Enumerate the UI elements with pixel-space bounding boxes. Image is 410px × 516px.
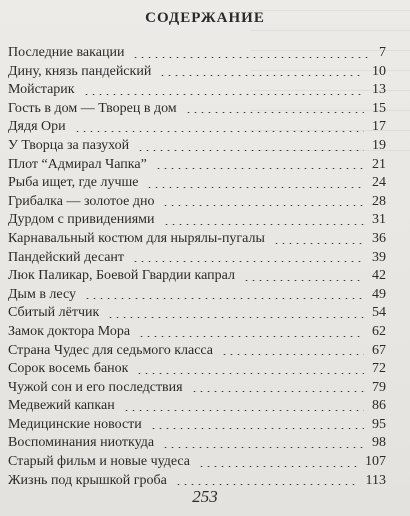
toc-entry-page: 21 bbox=[372, 156, 386, 172]
toc-entry bbox=[8, 286, 386, 305]
toc-entry-page: 7 bbox=[379, 45, 386, 60]
toc-entry bbox=[8, 63, 386, 82]
dot-leader bbox=[132, 57, 371, 58]
toc-entry-title: Жизнь под крышкой гроба bbox=[8, 472, 167, 488]
dot-leader bbox=[191, 391, 364, 392]
dot-leader bbox=[163, 224, 364, 225]
toc-entry bbox=[8, 156, 386, 175]
toc-entry bbox=[8, 211, 386, 230]
toc-entry-title: Медвежий капкан bbox=[8, 398, 115, 414]
toc-entry-title: Дым в лесу bbox=[8, 286, 77, 302]
dot-leader bbox=[132, 261, 364, 262]
toc-entry bbox=[8, 137, 386, 156]
toc-entry-page: 17 bbox=[372, 119, 386, 135]
toc-entry-title: Карнавальный костюм для нырялы-пугалы bbox=[8, 230, 265, 246]
toc-entry-title: Чужой сон и его последствия bbox=[8, 379, 183, 395]
toc-entry-page: 72 bbox=[372, 361, 386, 377]
toc-entry-page: 98 bbox=[372, 435, 386, 451]
toc-entry-title: Старый фильм и новые чудеса bbox=[8, 454, 191, 470]
dot-leader bbox=[159, 75, 364, 76]
toc-entry bbox=[8, 360, 386, 379]
toc-entry-page: 86 bbox=[372, 398, 386, 414]
dot-leader bbox=[221, 354, 364, 355]
toc-entry-title: У Творца за пазухой bbox=[8, 137, 130, 153]
toc-entry bbox=[8, 379, 386, 398]
toc-entry-page: 39 bbox=[372, 249, 386, 265]
toc-entry-title: Дурдом с привидениями bbox=[8, 212, 155, 228]
toc-entry-title: Последние вакации bbox=[8, 45, 125, 60]
dot-leader bbox=[273, 243, 364, 244]
toc-entry-title: Гость в дом — Творец в дом bbox=[8, 100, 177, 116]
toc-entry-page: 31 bbox=[372, 212, 386, 228]
toc-entry-title: Люк Паликар, Боевой Гвардии капрал bbox=[8, 268, 235, 284]
toc-entry bbox=[8, 434, 386, 453]
toc-entry-page: 13 bbox=[372, 82, 386, 98]
dot-leader bbox=[146, 187, 364, 188]
toc-entry bbox=[8, 193, 386, 212]
toc-entry-title: Страна Чудес для седьмого класса bbox=[8, 342, 214, 358]
toc-entry-title: Воспоминания ниоткуда bbox=[8, 435, 155, 451]
toc-entry bbox=[8, 118, 386, 137]
dot-leader bbox=[74, 131, 364, 132]
toc-entry-title: Замок доктора Мора bbox=[8, 323, 131, 339]
dot-leader bbox=[162, 447, 364, 448]
toc-entry-page: 113 bbox=[365, 472, 386, 488]
toc-entry-title: Плот “Адмирал Чапка” bbox=[8, 156, 147, 172]
toc-entry-page: 28 bbox=[372, 193, 386, 209]
toc-entry-page: 107 bbox=[365, 454, 386, 470]
page-number: 253 bbox=[192, 487, 218, 506]
toc-entry-page: 19 bbox=[372, 137, 386, 153]
dot-leader bbox=[243, 280, 364, 281]
toc-entry bbox=[8, 397, 386, 416]
toc-entry-page: 36 bbox=[372, 230, 386, 246]
toc-entry-title: Сбитый лётчик bbox=[8, 305, 100, 321]
toc-entry-page: 67 bbox=[372, 342, 386, 358]
toc-entry-page: 79 bbox=[372, 379, 386, 395]
dot-leader bbox=[175, 484, 358, 485]
toc-entry-page: 15 bbox=[372, 100, 386, 116]
toc-entry bbox=[8, 230, 386, 249]
dot-leader bbox=[155, 168, 364, 169]
toc-entry-title: Дину, князь пандейский bbox=[8, 63, 152, 79]
toc-entry-page: 95 bbox=[372, 416, 386, 432]
toc-entry-page: 42 bbox=[372, 268, 386, 284]
dot-leader bbox=[137, 150, 364, 151]
toc-entry-page: 62 bbox=[372, 323, 386, 339]
table-of-contents bbox=[8, 44, 386, 490]
toc-entry-page: 49 bbox=[372, 286, 386, 302]
toc-entry bbox=[8, 304, 386, 323]
toc-entry-page: 54 bbox=[372, 305, 386, 321]
dot-leader bbox=[84, 298, 364, 299]
toc-entry bbox=[8, 100, 386, 119]
toc-entry bbox=[8, 44, 386, 63]
toc-entry bbox=[8, 174, 386, 193]
toc-entry bbox=[8, 323, 386, 342]
dot-leader bbox=[138, 336, 364, 337]
toc-entry-page: 24 bbox=[372, 175, 386, 191]
dot-leader bbox=[107, 317, 364, 318]
toc-entry bbox=[8, 416, 386, 435]
dot-leader bbox=[136, 373, 364, 374]
toc-entry-title: Грибалка — золотое дно bbox=[8, 193, 155, 209]
dot-leader bbox=[185, 112, 364, 113]
toc-entry-title: Медицинские новости bbox=[8, 416, 142, 432]
toc-entry bbox=[8, 453, 386, 472]
toc-entry-title: Рыба ищет, где лучше bbox=[8, 175, 139, 191]
dot-leader bbox=[83, 94, 364, 95]
toc-entry bbox=[8, 81, 386, 100]
page-title: СОДЕРЖАНИЕ bbox=[145, 10, 265, 26]
toc-entry bbox=[8, 267, 386, 286]
toc-entry-title: Мойстарик bbox=[8, 82, 75, 98]
toc-entry-page: 10 bbox=[372, 63, 386, 79]
dot-leader bbox=[198, 466, 357, 467]
toc-entry-title: Дядя Ори bbox=[8, 119, 66, 135]
dot-leader bbox=[123, 410, 364, 411]
toc-entry-title: Сорок восемь банок bbox=[8, 361, 129, 377]
toc-entry bbox=[8, 249, 386, 268]
dot-leader bbox=[150, 428, 364, 429]
toc-entry-title: Пандейский десант bbox=[8, 249, 125, 265]
dot-leader bbox=[162, 205, 364, 206]
toc-entry bbox=[8, 342, 386, 361]
